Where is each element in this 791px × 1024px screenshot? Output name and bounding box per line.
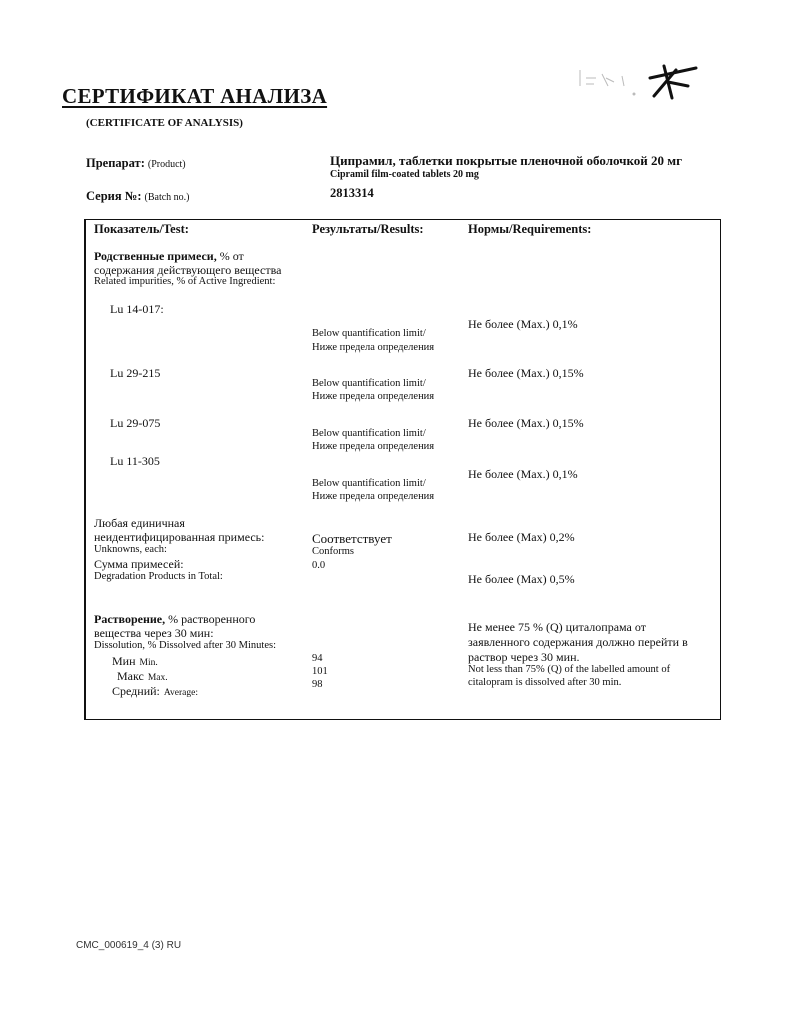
dissolution-max-label: Макс Max. [117,669,168,683]
related-title-en: Related impurities, % of Active Ingredient: [94,276,276,287]
unknowns-result-en: Conforms [312,546,354,557]
header-test: Показатель/Test: [94,222,189,236]
dissolution-title-en: Dissolution, % Dissolved after 30 Minutes: [94,640,276,651]
impurity-result-en: Below quantification limit/ [312,378,426,389]
related-title: Родственные примеси, % от [94,249,244,263]
impurity-result-ru: Ниже предела определения [312,342,435,353]
unknowns-label-ru-1: Любая единичная [94,516,185,530]
dissolution-min-label: Мин Min. [112,654,158,668]
total-requirement: Не более (Max) 0,5% [468,572,575,586]
dissolution-req-en-1: Not less than 75% (Q) of the labelled amount of [468,664,671,675]
total-label-en: Degradation Products in Total: [94,571,223,582]
impurity-result-en: Below quantification limit/ [312,428,426,439]
impurity-requirement: Не более (Max.) 0,15% [468,416,584,430]
product-name-ru: Ципрамил, таблетки покрытые пленочной оболочкой 20 мг [330,153,683,168]
unknowns-requirement: Не более (Max) 0,2% [468,530,575,544]
dissolution-req-ru-2: заявленного содержания должно перейти в [468,635,688,649]
product-label: Препарат: (Product) [86,156,186,170]
batch-number: 2813314 [330,186,374,200]
signature-stamp-icon [572,56,702,106]
product-name-en: Cipramil film-coated tablets 20 mg [330,169,479,180]
dissolution-max-value: 101 [312,666,328,677]
impurity-name: Lu 29-215 [110,366,161,380]
related-title-line2: содержания действующего вещества [94,263,282,277]
impurity-result-ru: Ниже предела определения [312,391,435,402]
impurity-requirement: Не более (Max.) 0,1% [468,317,578,331]
unknowns-label-ru-2: неидентифицированная примесь: [94,530,265,544]
header-results: Результаты/Results: [312,222,424,236]
unknowns-label-en: Unknowns, each: [94,544,167,555]
dissolution-req-en-2: citalopram is dissolved after 30 min. [468,677,622,688]
total-result: 0.0 [312,560,326,571]
dissolution-min-value: 94 [312,653,323,664]
total-label-ru: Сумма примесей: [94,557,184,571]
impurity-requirement: Не более (Max.) 0,1% [468,467,578,481]
impurity-requirement: Не более (Max.) 0,15% [468,366,584,380]
impurity-result-en: Below quantification limit/ [312,328,426,339]
dissolution-title: Растворение, % растворенного [94,612,256,626]
impurity-name: Lu 29-075 [110,416,161,430]
impurity-result-en: Below quantification limit/ [312,478,426,489]
dissolution-title-line2: вещества через 30 мин: [94,626,214,640]
unknowns-result-ru: Соответствует [312,531,392,546]
dissolution-avg-value: 98 [312,679,323,690]
impurity-name: Lu 11-305 [110,454,160,468]
impurity-result-ru: Ниже предела определения [312,491,435,502]
document-code: CMC_000619_4 (3) RU [76,940,182,951]
impurity-name: Lu 14-017: [110,302,164,316]
impurity-result-ru: Ниже предела определения [312,441,435,452]
batch-label: Серия №: (Batch no.) [86,189,190,203]
dissolution-req-ru-3: раствор через 30 мин. [468,650,580,664]
page-title: СЕРТИФИКАТ АНАЛИЗА [62,84,328,108]
header-requirements: Нормы/Requirements: [468,222,592,236]
dissolution-req-ru-1: Не менее 75 % (Q) циталопрама от [468,620,646,634]
page-subtitle: (CERTIFICATE OF ANALYSIS) [86,117,243,129]
dissolution-avg-label: Средний: Average: [112,684,198,698]
